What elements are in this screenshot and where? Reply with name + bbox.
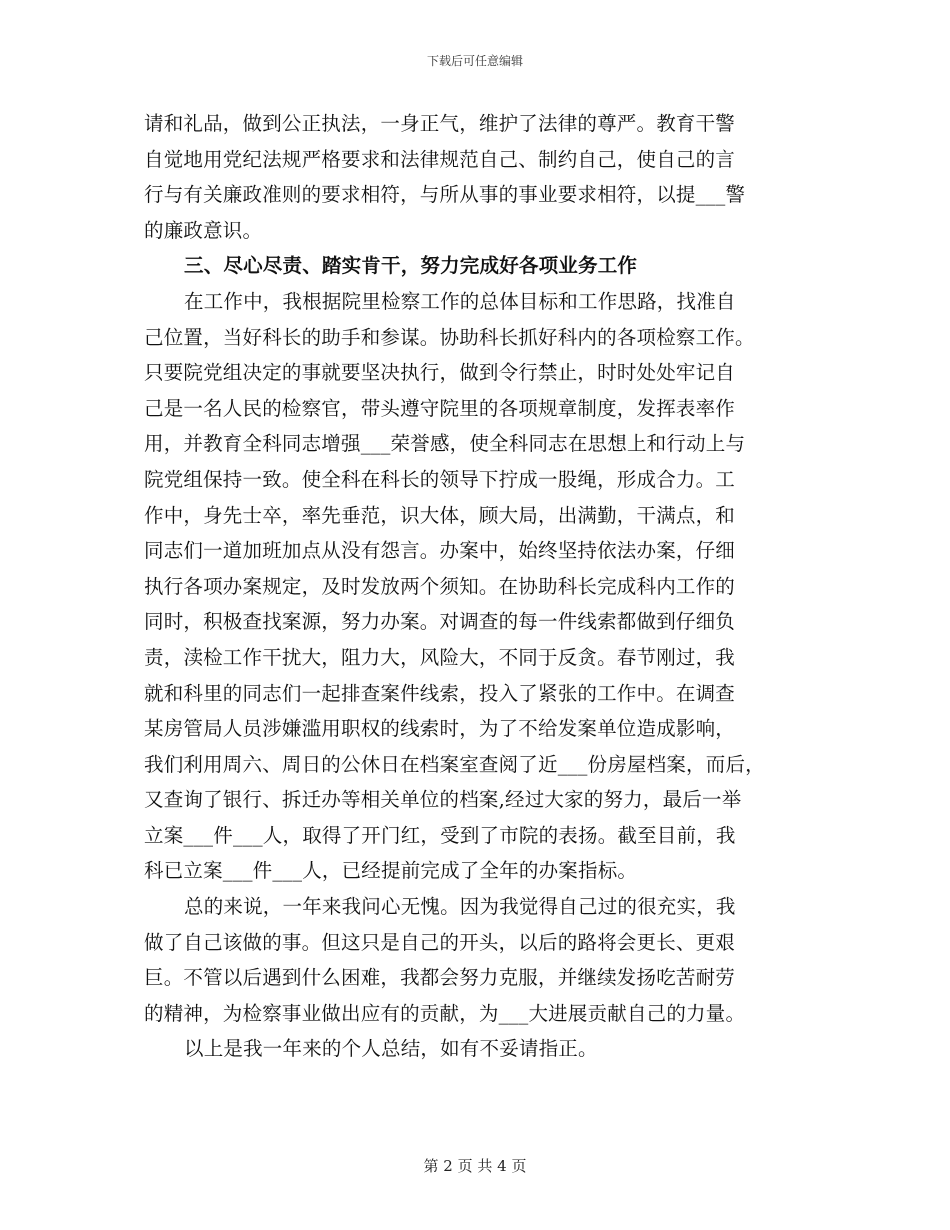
- page-header: 下载后可任意编辑: [426, 54, 523, 68]
- paragraph-line: 责，渎检工作干扰大，阻力大，风险大，不同于反贪。春节刚过，我: [144, 645, 736, 669]
- paragraph-line: 请和礼品，做到公正执法，一身正气，维护了法律的尊严。教育干警: [144, 112, 736, 135]
- document-body: [144, 106, 824, 1067]
- paragraph-line: 同时，积极查找案源，努力办案。对调查的每一件线索都做到仔细负: [144, 610, 736, 634]
- paragraph-line: 以上是我一年来的个人总结，如有不妥请指正。: [184, 1037, 598, 1061]
- section-heading: 三、尽心尽责、踏实肯干，努力完成好各项业务工作: [184, 254, 638, 278]
- paragraph-line: 科已立案___件___人，已经提前完成了全年的办案指标。: [144, 859, 638, 883]
- paragraph-line: 做了自己该做的事。但这只是自己的开头，以后的路将会更长、更艰: [144, 930, 736, 954]
- paragraph-line: 巨。不管以后遇到什么困难，我都会努力克服，并继续发扬吃苦耐劳: [144, 966, 736, 990]
- paragraph-line: 总的来说，一年来我问心无愧。因为我觉得自己过的很充实，我: [184, 895, 736, 919]
- paragraph-line: 同志们一道加班加点从没有怨言。办案中，始终坚持依法办案，仔细: [144, 539, 736, 563]
- paragraph-line: 立案___件___人，取得了开门红，受到了市院的表扬。截至目前，我: [144, 823, 736, 847]
- page-number-footer: 第 2 页 共 4 页: [423, 1157, 527, 1175]
- paragraph-line: 用，并教育全科同志增强___荣誉感，使全科同志在思想上和行动上与: [144, 432, 746, 456]
- paragraph-line: 己是一名人民的检察官，带头遵守院里的各项规章制度，发挥表率作: [144, 396, 736, 420]
- paragraph-line: 又查询了银行、拆迁办等相关单位的档案,经过大家的努力，最后一举: [144, 788, 742, 812]
- paragraph-line: 执行各项办案规定，及时发放两个须知。在协助科长完成科内工作的: [144, 574, 736, 598]
- paragraph-line: 只要院党组决定的事就要坚决执行，做到令行禁止，时时处处牢记自: [144, 361, 736, 385]
- paragraph-line: 自觉地用党纪法规严格要求和法律规范自己、制约自己，使自己的言: [144, 147, 736, 171]
- paragraph-line: 作中，身先士卒，率先垂范，识大体，顾大局，出满勤，干满点，和: [144, 503, 736, 527]
- paragraph-line: 的精神，为检察事业做出应有的贡献，为___大进展贡献自己的力量。: [144, 1001, 746, 1025]
- paragraph-line: 在工作中，我根据院里检察工作的总体目标和工作思路，找准自: [184, 289, 736, 313]
- paragraph-line: 院党组保持一致。使全科在科长的领导下拧成一股绳，形成合力。工: [144, 467, 736, 491]
- paragraph-line: 的廉政意识。: [144, 218, 263, 242]
- paragraph-line: 某房管局人员涉嫌滥用职权的线索时，为了不给发案单位造成影响，: [144, 717, 736, 741]
- paragraph-line: 己位置，当好科长的助手和参谋。协助科长抓好科内的各项检察工作。: [144, 325, 755, 349]
- paragraph-line: 行与有关廉政准则的要求相符，与所从事的事业要求相符，以提___警: [144, 183, 746, 207]
- paragraph-line: 就和科里的同志们一起排查案件线索，投入了紧张的工作中。在调查: [144, 681, 736, 705]
- paragraph-line: 我们利用周六、周日的公休日在档案室查阅了近___份房屋档案，而后，: [144, 752, 765, 776]
